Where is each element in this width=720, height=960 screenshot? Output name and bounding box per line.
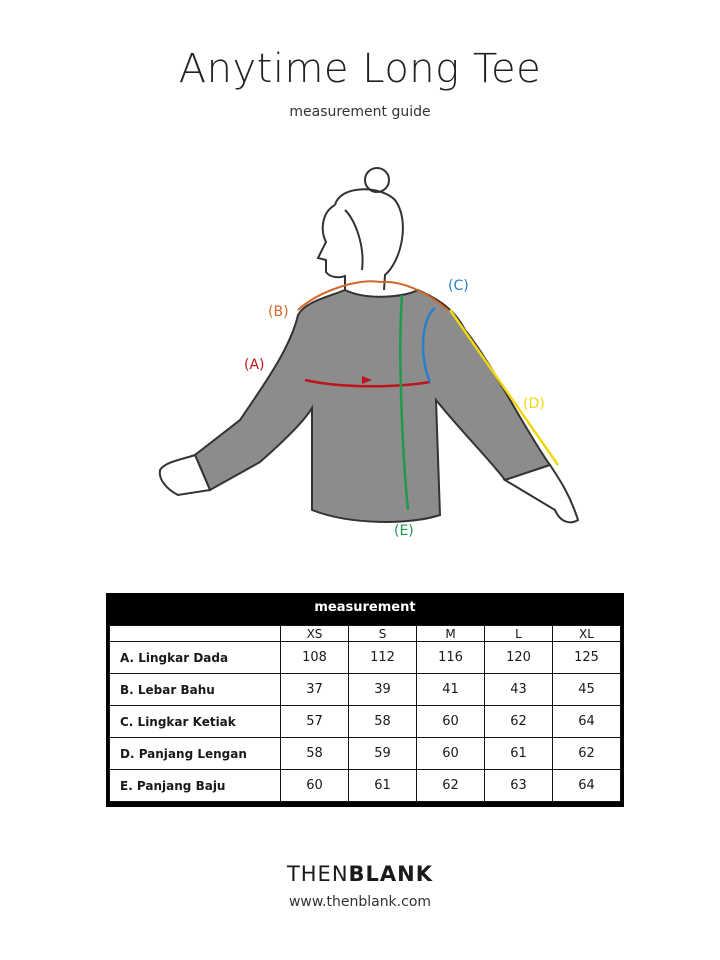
row-value: 62 [553,738,621,770]
row-value: 59 [349,738,417,770]
table-row [110,738,621,770]
row-value: 61 [349,770,417,802]
shirt-body [195,290,550,522]
label-a: (A) [244,357,265,373]
measurement-table [106,593,624,807]
row-value: 45 [553,674,621,706]
model-head [318,168,403,292]
table-row [110,770,621,802]
page-title: Anytime Long Tee [178,46,542,92]
size-xs: XS [281,626,349,642]
website-url: www.thenblank.com [288,894,432,910]
row-value: 64 [553,770,621,802]
brand-bold: BLANK [348,862,434,886]
row-value: 41 [417,674,485,706]
row-value: 57 [281,706,349,738]
row-value: 62 [417,770,485,802]
size-m: M [417,626,485,642]
label-e: (E) [394,523,414,539]
row-value: 62 [485,706,553,738]
shirt-illustration [140,150,600,560]
row-value: 63 [485,770,553,802]
row-value: 37 [281,674,349,706]
row-value: 39 [349,674,417,706]
size-l: L [485,626,553,642]
table-row [110,706,621,738]
row-value: 60 [417,738,485,770]
row-value: 116 [417,642,485,674]
row-value: 58 [281,738,349,770]
row-label: E. Panjang Baju [110,770,281,802]
table-row [110,642,621,674]
row-label: A. Lingkar Dada [110,642,281,674]
size-header-row [110,626,621,642]
row-value: 61 [485,738,553,770]
row-value: 43 [485,674,553,706]
brand-logo [0,862,720,886]
row-value: 60 [417,706,485,738]
table-row [110,674,621,706]
size-xl: XL [553,626,621,642]
row-label: C. Lingkar Ketiak [110,706,281,738]
brand-light: THEN [286,862,349,886]
label-d: (D) [523,396,545,412]
row-label: D. Panjang Lengan [110,738,281,770]
row-value: 60 [281,770,349,802]
size-header-blank [110,626,281,642]
row-value: 125 [553,642,621,674]
label-b: (B) [268,304,289,320]
size-s: S [349,626,417,642]
row-value: 58 [349,706,417,738]
row-value: 108 [281,642,349,674]
row-value: 120 [485,642,553,674]
row-label: B. Lebar Bahu [110,674,281,706]
label-c: (C) [448,278,469,294]
row-value: 112 [349,642,417,674]
row-value: 64 [553,706,621,738]
page-subtitle: measurement guide [289,104,431,120]
table-heading: measurement [314,600,416,615]
